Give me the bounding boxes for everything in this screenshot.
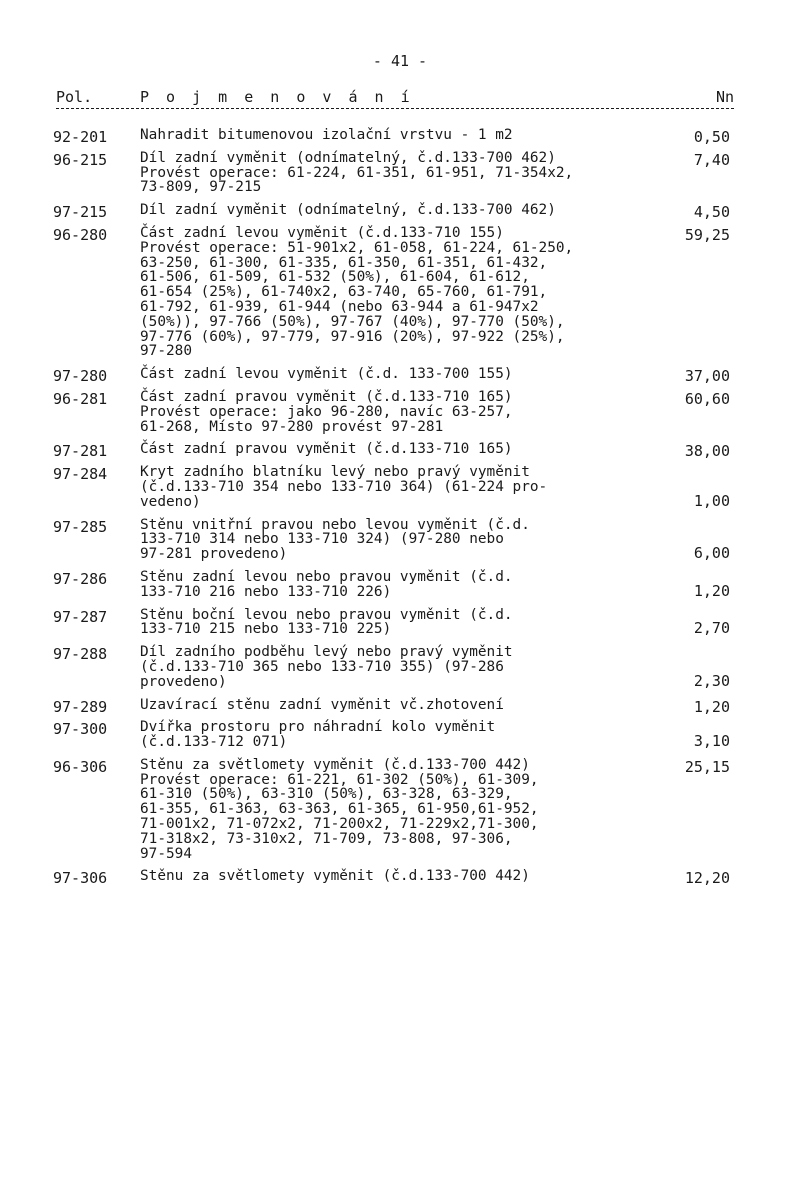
- item-code: 97-289: [53, 697, 108, 716]
- item-code: 97-281: [53, 442, 108, 461]
- table-row: [0, 366, 800, 386]
- header-name: P o j m e n o v á n í: [140, 88, 414, 106]
- description-line: (č.d.133-712 071): [140, 734, 288, 751]
- item-norm-hours: 38,00: [684, 442, 730, 461]
- table-row: [0, 202, 800, 222]
- description-line: 71-318x2, 73-310x2, 71-709, 73-808, 97-306,: [140, 830, 513, 847]
- description-line: vedeno): [140, 493, 201, 510]
- item-description: [140, 698, 670, 713]
- description-line: Provést operace: 61-221, 61-302 (50%), 61-309,: [140, 771, 539, 788]
- description-line: (č.d.133-710 354 nebo 133-710 364) (61-224 pro-: [140, 478, 548, 495]
- table-row: [0, 465, 800, 509]
- description-line: 133-710 314 nebo 133-710 324) (97-280 nebo: [140, 531, 504, 548]
- item-description: [140, 758, 670, 862]
- item-norm-hours: 37,00: [684, 367, 730, 386]
- table-row: [0, 758, 800, 862]
- description-line: 97-281 provedeno): [140, 546, 288, 563]
- table-row: [0, 720, 800, 750]
- item-code: 96-280: [53, 225, 108, 244]
- item-code: 97-215: [53, 203, 108, 222]
- description-line: 71-001x2, 71-072x2, 71-200x2, 71-229x2,71-300,: [140, 816, 539, 833]
- description-line: (50%)), 97-766 (50%), 97-767 (40%), 97-770 (50%),: [140, 313, 565, 330]
- description-line: Část zadní pravou vyměnit (č.d.133-710 165): [140, 388, 513, 405]
- description-line: Provést operace: 61-224, 61-351, 61-951, 71-354x2,: [140, 164, 574, 181]
- description-line: Provést operace: 51-901x2, 61-058, 61-224, 61-250,: [140, 239, 574, 256]
- table-row: [0, 696, 800, 716]
- item-description: [140, 518, 670, 562]
- table-row: [0, 390, 800, 434]
- item-code: 97-288: [53, 645, 108, 664]
- description-line: 133-710 215 nebo 133-710 225): [140, 621, 392, 638]
- description-line: 61-792, 61-939, 61-944 (nebo 63-944 a 61-947x2: [140, 298, 539, 315]
- table-row: [0, 645, 800, 689]
- table-header: [56, 88, 734, 109]
- item-description: [140, 720, 670, 750]
- item-norm-hours: 25,15: [684, 757, 730, 776]
- description-line: Nahradit bitumenovou izolační vrstvu - 1 m2: [140, 127, 513, 143]
- item-description: [140, 869, 670, 884]
- item-description: [140, 203, 670, 218]
- description-line: Uzavírací stěnu zadní vyměnit vč.zhotovení: [140, 696, 504, 713]
- description-line: Část zadní levou vyměnit (č.d. 133-700 155): [140, 366, 513, 383]
- item-code: 92-201: [53, 128, 108, 146]
- table-row: [0, 127, 800, 146]
- item-code: 97-306: [53, 869, 108, 888]
- description-line: Část zadní pravou vyměnit (č.d.133-710 165): [140, 441, 513, 458]
- page-number: - 41 -: [372, 52, 428, 70]
- description-line: 63-250, 61-300, 61-335, 61-350, 61-351, 61-432,: [140, 254, 548, 271]
- item-code: 96-281: [53, 389, 108, 408]
- description-line: 61-654 (25%), 61-740x2, 63-740, 65-760, 61-791,: [140, 284, 548, 301]
- item-code: 96-306: [53, 757, 108, 776]
- description-line: 73-809, 97-215: [140, 179, 262, 196]
- description-line: Díl zadní vyměnit (odnímatelný, č.d.133-700 462): [140, 202, 556, 219]
- item-norm-hours: 2,30: [693, 671, 730, 690]
- description-line: Stěnu za světlomety vyměnit (č.d.133-700 442): [140, 868, 530, 885]
- item-norm-hours: 12,20: [684, 869, 730, 888]
- table-row: [0, 151, 800, 195]
- item-norm-hours: 59,25: [684, 225, 730, 244]
- description-line: provedeno): [140, 673, 227, 690]
- description-line: 61-506, 61-509, 61-532 (50%), 61-604, 61-612,: [140, 269, 530, 286]
- description-line: Provést operace: jako 96-280, navíc 63-257,: [140, 403, 513, 420]
- table-row: [0, 608, 800, 638]
- description-line: 97-594: [140, 845, 192, 862]
- description-line: 133-710 216 nebo 133-710 226): [140, 583, 392, 600]
- item-code: 97-287: [53, 607, 108, 626]
- item-description: [140, 226, 670, 359]
- item-code: 97-300: [53, 720, 108, 739]
- description-line: 61-355, 61-363, 63-363, 61-365, 61-950,61-952,: [140, 801, 539, 818]
- item-description: [140, 465, 670, 509]
- item-norm-hours: 4,50: [693, 203, 730, 222]
- item-description: [140, 128, 670, 143]
- item-description: [140, 645, 670, 689]
- description-line: 61-268, Místo 97-280 provést 97-281: [140, 418, 444, 435]
- item-norm-hours: 1,20: [693, 697, 730, 716]
- description-line: Stěnu zadní levou nebo pravou vyměnit (č.d.: [140, 568, 513, 585]
- table-row: [0, 570, 800, 600]
- description-line: Část zadní levou vyměnit (č.d.133-710 155): [140, 224, 504, 241]
- item-description: [140, 442, 670, 457]
- table-row: [0, 868, 800, 888]
- table-row: [0, 226, 800, 359]
- item-norm-hours: 7,40: [693, 150, 730, 169]
- description-line: (č.d.133-710 365 nebo 133-710 355) (97-286: [140, 658, 504, 675]
- item-code: 97-286: [53, 569, 108, 588]
- item-code: 97-284: [53, 465, 108, 484]
- item-norm-hours: 3,10: [693, 731, 730, 750]
- table-row: [0, 441, 800, 461]
- item-description: [140, 608, 670, 638]
- header-nn: Nn: [715, 88, 734, 106]
- item-description: [140, 367, 670, 382]
- header-pol: Pol.: [56, 88, 93, 106]
- description-line: Stěnu za světlomety vyměnit (č.d.133-700 442): [140, 756, 530, 773]
- description-line: Kryt zadního blatníku levý nebo pravý vyměnit: [140, 464, 530, 481]
- item-norm-hours: 1,20: [693, 581, 730, 600]
- item-norm-hours: 2,70: [693, 619, 730, 638]
- description-line: Stěnu vnitřní pravou nebo levou vyměnit (č.d.: [140, 516, 530, 533]
- description-line: 97-280: [140, 343, 192, 360]
- description-line: Stěnu boční levou nebo pravou vyměnit (č.d.: [140, 606, 513, 623]
- item-norm-hours: 0,50: [693, 128, 730, 146]
- item-norm-hours: 1,00: [693, 491, 730, 510]
- description-line: Díl zadní vyměnit (odnímatelný, č.d.133-700 462): [140, 149, 556, 166]
- description-line: Dvířka prostoru pro náhradní kolo vyměnit: [140, 719, 496, 736]
- item-code: 96-215: [53, 150, 108, 169]
- item-description: [140, 390, 670, 434]
- description-line: 61-310 (50%), 63-310 (50%), 63-328, 63-329,: [140, 786, 513, 803]
- item-norm-hours: 60,60: [684, 389, 730, 408]
- item-code: 97-280: [53, 367, 108, 386]
- item-list: [0, 128, 800, 892]
- table-row: [0, 518, 800, 562]
- item-norm-hours: 6,00: [693, 543, 730, 562]
- item-description: [140, 570, 670, 600]
- description-line: 97-776 (60%), 97-779, 97-916 (20%), 97-922 (25%),: [140, 328, 565, 345]
- description-line: Díl zadního podběhu levý nebo pravý vyměnit: [140, 644, 513, 661]
- item-code: 97-285: [53, 517, 108, 536]
- item-description: [140, 151, 670, 195]
